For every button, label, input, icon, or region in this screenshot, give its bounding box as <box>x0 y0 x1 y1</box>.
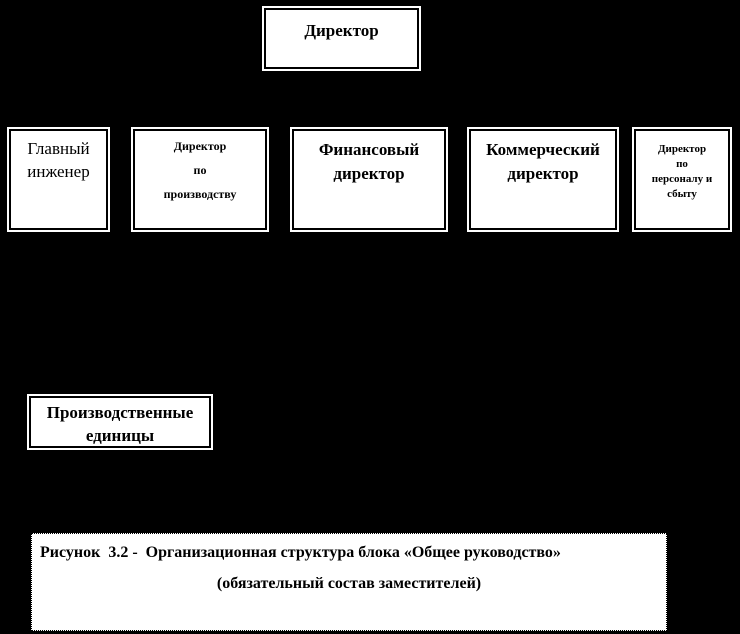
org-box-director <box>264 8 419 69</box>
figure-caption-line2: (обязательный состав заместителей) <box>216 575 482 592</box>
org-box-financial-director <box>292 129 446 230</box>
org-box-hr-sales-director <box>634 129 730 230</box>
org-box-chief-engineer-line: инженер <box>27 162 90 181</box>
org-box-production-director-line: по <box>193 163 207 177</box>
org-box-commercial-director-line: директор <box>507 164 579 183</box>
org-box-financial-director-line: директор <box>333 164 405 183</box>
org-box-financial-director-line: Финансовый <box>318 140 420 159</box>
org-box-production-director <box>133 129 267 230</box>
org-box-hr-sales-director-line: персоналу и <box>651 173 713 185</box>
org-box-production-director-line: Директор <box>173 139 227 153</box>
org-box-production-units-line: Производственные <box>46 403 194 422</box>
org-box-chief-engineer <box>9 129 108 230</box>
org-box-director-label: Директор <box>304 21 379 40</box>
org-box-chief-engineer-line: Главный <box>27 139 90 158</box>
org-box-commercial-director-line: Коммерческий <box>486 140 600 159</box>
org-box-production-units-line: единицы <box>85 426 155 445</box>
org-box-hr-sales-director-line: сбыту <box>667 188 697 200</box>
org-box-hr-sales-director-line: по <box>676 158 688 170</box>
org-box-production-units <box>29 396 211 448</box>
org-box-production-director-line: производству <box>163 187 237 201</box>
figure-caption-box <box>31 533 667 631</box>
figure-caption-line1: Рисунок 3.2 - Организационная структура блока «Общее руководство» <box>40 544 561 561</box>
org-box-hr-sales-director-line: Директор <box>657 143 707 155</box>
org-box-commercial-director <box>469 129 617 230</box>
